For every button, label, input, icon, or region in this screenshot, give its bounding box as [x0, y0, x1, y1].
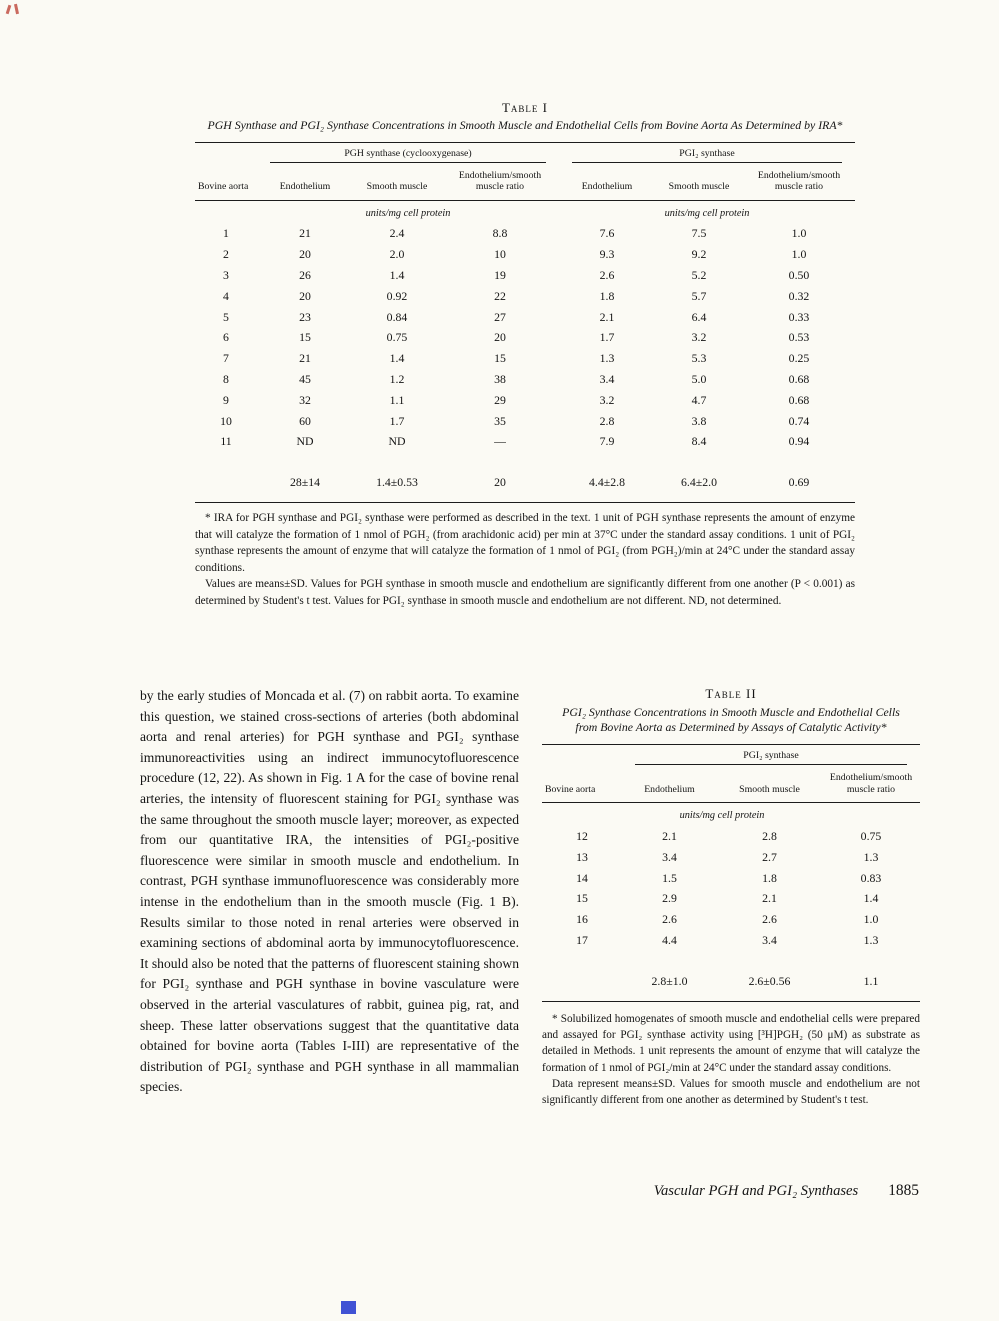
- empty-header-cell: [542, 745, 622, 766]
- scan-artifact-blue: [341, 1301, 356, 1314]
- table-row: [195, 286, 855, 307]
- table-cell: 16: [576, 912, 588, 927]
- page-footer: [654, 1182, 919, 1200]
- table-cell: 1.5: [662, 870, 677, 885]
- summary-row: [542, 951, 920, 1002]
- table-cell: 15: [494, 351, 506, 366]
- table-cell: 0.32: [788, 288, 810, 303]
- table-cell: 0.92: [386, 288, 408, 303]
- table-cell: 9.3: [599, 247, 615, 262]
- group-header-label: PGI₂ synthase: [572, 143, 842, 163]
- table-cell: 38: [494, 371, 506, 386]
- two-column-region: [140, 686, 920, 1109]
- group-header-label: PGI₂ synthase: [635, 745, 907, 765]
- column-header: Bovine aorta: [542, 765, 622, 803]
- table-cell: 0.50: [788, 268, 810, 283]
- column-header: Endothelium: [257, 163, 353, 201]
- table-cell: 2.7: [762, 849, 777, 864]
- group-header-cell: [559, 142, 855, 163]
- summary-cell: 4.4±2.8: [589, 475, 625, 490]
- table-cell: 17: [576, 932, 588, 947]
- group-header-row: [195, 142, 855, 163]
- page-number: 1885: [888, 1182, 919, 1199]
- table-2-caption: PGI₂ Synthase Concentrations in Smooth Muscle and Endothelial Cells from Bovine Aorta as Determined by Assays of Catalytic Activity*: [562, 705, 900, 734]
- table-cell: 26: [299, 268, 311, 283]
- table-cell: 4: [223, 288, 229, 303]
- units-row: [542, 803, 920, 827]
- table-cell: 2.6: [599, 268, 615, 283]
- table-cell: 1.0: [791, 247, 807, 262]
- right-column: [542, 686, 920, 1109]
- table-cell: 12: [576, 829, 588, 844]
- table-cell: 0.75: [386, 330, 408, 345]
- table-cell: 0.53: [788, 330, 810, 345]
- table-cell: 3: [223, 268, 229, 283]
- table-cell: 21: [299, 226, 311, 241]
- table-row: [195, 224, 855, 245]
- table-2-body: [542, 826, 920, 951]
- table-cell: 10: [494, 247, 506, 262]
- table-cell: 3.4: [599, 371, 615, 386]
- table-cell: 11: [220, 434, 232, 449]
- table-cell: 0.25: [788, 351, 810, 366]
- table-cell: 0.68: [788, 371, 810, 386]
- table-cell: 2.4: [389, 226, 405, 241]
- table-cell: 7: [223, 351, 229, 366]
- table-1-footnotes: [195, 510, 855, 609]
- summary-cell: 20: [494, 475, 506, 490]
- table-cell: 22: [494, 288, 506, 303]
- table-cell: 1.7: [599, 330, 615, 345]
- units-label: units/mg cell protein: [664, 207, 750, 219]
- group-header-cell: [622, 745, 920, 766]
- column-header: Endothelium/smooth muscle ratio: [743, 163, 855, 201]
- table-cell: 6.4: [691, 309, 707, 324]
- table-cell: 0.94: [788, 434, 810, 449]
- table-cell: 4.4: [662, 932, 677, 947]
- table-cell: 5.2: [691, 268, 707, 283]
- table-cell: 32: [299, 392, 311, 407]
- table-cell: 2.9: [662, 891, 677, 906]
- table-cell: 8.4: [691, 434, 707, 449]
- table-cell: 2.0: [389, 247, 405, 262]
- table-2: [542, 744, 920, 1002]
- table-cell: 8: [223, 371, 229, 386]
- table-cell: 3.2: [599, 392, 615, 407]
- table-cell: 3.2: [691, 330, 707, 345]
- footnote: * Solubilized homogenates of smooth muscle and endothelial cells were prepared and assayed for PGI₂ synthase activity using [³H]PGH₂ (50 μM) as substrate as detailed in Methods. 1 unit represents the amount of enzyme that will catalyze the formation of 1 nmol of PGI₂/min at 24°C under the standard assay conditions.: [542, 1012, 920, 1074]
- table-1-head: [195, 142, 855, 224]
- table-cell: 2.6: [662, 912, 677, 927]
- table-cell: 1.8: [599, 288, 615, 303]
- table-cell: 5.3: [691, 351, 707, 366]
- column-header: Smooth muscle: [717, 765, 822, 803]
- table-cell: 3.4: [762, 932, 777, 947]
- table-cell: 45: [299, 371, 311, 386]
- table-cell: 29: [494, 392, 506, 407]
- summary-cell: 0.69: [788, 475, 810, 490]
- column-header-row: [195, 163, 855, 201]
- table-1-section: [195, 100, 855, 609]
- table-cell: 0.84: [386, 309, 408, 324]
- table-1: [195, 142, 855, 504]
- table-cell: 1.3: [863, 849, 879, 864]
- table-1-foot: [195, 452, 855, 503]
- table-cell: 1.3: [599, 351, 615, 366]
- units-label: units/mg cell protein: [365, 207, 451, 219]
- table-cell: 23: [299, 309, 311, 324]
- table-cell: 7.6: [599, 226, 615, 241]
- table-cell: 2: [223, 247, 229, 262]
- table-cell: ND: [296, 434, 314, 449]
- table-2-head: [542, 745, 920, 827]
- empty-cell: [195, 200, 257, 224]
- table-row: [542, 847, 920, 868]
- table-cell: 5: [223, 309, 229, 324]
- footnote: Data represent means±SD. Values for smooth muscle and endothelium are not significantly different from one another as determined by Student's t test.: [542, 1078, 920, 1107]
- column-header: Endothelium: [622, 765, 717, 803]
- table-cell: 5.7: [691, 288, 707, 303]
- table-2-footnotes: [542, 1011, 920, 1109]
- column-header: Endothelium/smooth muscle ratio: [441, 163, 559, 201]
- empty-header-cell: [195, 142, 257, 163]
- footnote: Values are means±SD. Values for PGH synthase in smooth muscle and endothelium are significantly different from one another (P < 0.001) as determined by Student's t test. Values for PGI₂ synthase in smooth muscle and endothelium are not different. ND, not determined.: [195, 578, 855, 607]
- table-cell: 0.75: [860, 829, 882, 844]
- table-2-label: Table II: [705, 686, 757, 701]
- running-title: Vascular PGH and PGI₂ Synthases: [653, 1183, 859, 1199]
- table-row: [542, 930, 920, 951]
- table-row: [195, 244, 855, 265]
- table-cell: 3.8: [691, 413, 707, 428]
- table-cell: —: [494, 434, 506, 449]
- table-cell: 2.1: [599, 309, 615, 324]
- table-cell: 1.3: [863, 932, 879, 947]
- table-cell: 20: [494, 330, 506, 345]
- table-cell: 2.1: [762, 891, 777, 906]
- summary-cell: 6.4±2.0: [681, 475, 717, 490]
- table-cell: 1.1: [389, 392, 405, 407]
- table-cell: 60: [299, 413, 311, 428]
- table-row: [195, 369, 855, 390]
- table-1-body: [195, 224, 855, 453]
- table-cell: 35: [494, 413, 506, 428]
- table-cell: 21: [299, 351, 311, 366]
- table-cell: 0.83: [860, 870, 882, 885]
- empty-cell: [822, 803, 920, 827]
- table-cell: 27: [494, 309, 506, 324]
- table-cell: 0.68: [788, 392, 810, 407]
- table-row: [542, 826, 920, 847]
- table-cell: 14: [576, 870, 588, 885]
- column-header: Bovine aorta: [195, 163, 257, 201]
- table-2-foot: [542, 951, 920, 1002]
- table-cell: 20: [299, 288, 311, 303]
- body-paragraph: by the early studies of Moncada et al. (7) on rabbit aorta. To examine this question, we stained cross-sections of arteries (both abdominal aorta and renal arteries) for PGH synthase and PGI₂ synthase immunoreactivities using an indirect immunocytofluorescence procedure (12, 22). As shown in Fig. 1 A for the case of bovine renal arteries, the intensity of fluorescent staining for PGI₂ synthase was the same throughout the smooth muscle layer; moreover, as expected from our quantitative IRA, the intensities of PGI₂-positive fluorescence were similar in smooth muscle and endothelium. In contrast, PGH synthase immunofluorescence was considerably more intense in the endothelium than in the smooth muscle (Fig. 1 B). Results similar to those noted in renal arteries were observed in examining sections of abdominal aorta by immunocytofluorescence. It should also be noted that the patterns of fluorescent staining shown for PGI₂ synthase and PGH synthase in bovine vasculature were observed in the arterial vasculatures of rabbit, guinea pig, rat, and sheep. These latter observations suggest that the quantitative data obtained for bovine aorta (Tables I-III) are representative of the distribution of PGI₂ synthase and PGH synthase in all mammalian species.: [140, 688, 519, 1095]
- table-cell: 13: [576, 849, 588, 864]
- column-header-row: [542, 765, 920, 803]
- summary-cell: 1.4±0.53: [376, 475, 418, 490]
- table-row: [195, 265, 855, 286]
- group-header-row: [542, 745, 920, 766]
- units-row: [195, 200, 855, 224]
- table-cell: 0.74: [788, 413, 810, 428]
- column-header: Endothelium/smooth muscle ratio: [822, 765, 920, 803]
- table-cell: ND: [388, 434, 406, 449]
- table-cell: 15: [299, 330, 311, 345]
- empty-cell: [542, 803, 622, 827]
- table-cell: 1.0: [791, 226, 807, 241]
- table-cell: 2.6: [762, 912, 777, 927]
- table-cell: 3.4: [662, 849, 677, 864]
- group-header-label: PGH synthase (cyclooxygenase): [270, 143, 546, 163]
- table-cell: 2.1: [662, 829, 677, 844]
- table-cell: 1.4: [389, 351, 405, 366]
- table-cell: 19: [494, 268, 506, 283]
- table-cell: 1.4: [389, 268, 405, 283]
- units-label: units/mg cell protein: [679, 810, 765, 822]
- table-row: [195, 431, 855, 452]
- table-cell: 7.5: [691, 226, 707, 241]
- table-cell: 1: [223, 226, 229, 241]
- table-cell: 0.33: [788, 309, 810, 324]
- table-1-label: Table I: [501, 100, 549, 115]
- table-cell: 1.4: [863, 891, 879, 906]
- table-cell: 8.8: [492, 226, 508, 241]
- table-row: [195, 390, 855, 411]
- table-cell: 9: [223, 392, 229, 407]
- table-cell: 2.8: [762, 829, 777, 844]
- summary-cell: 2.6±0.56: [748, 973, 791, 988]
- table-row: [195, 411, 855, 432]
- summary-cell: 28±14: [289, 475, 321, 490]
- table-row: [195, 328, 855, 349]
- table-row: [195, 348, 855, 369]
- footnote: * IRA for PGH synthase and PGI₂ synthase were performed as described in the text. 1 unit of PGH synthase represents the amount of enzyme that will catalyze the formation of 1 nmol of PGH₂ (from arachidonic acid) per min at 37°C under the standard assay conditions. 1 unit of PGI₂ synthase represents the amount of enzyme that will catalyze the formation of 1 nmol of PGI₂ (from PGH₂)/min at 24°C under the standard assay conditions.: [195, 512, 855, 574]
- table-cell: 7.9: [599, 434, 615, 449]
- table-row: [195, 307, 855, 328]
- summary-cell: 1.1: [863, 973, 879, 988]
- table-cell: 1.2: [389, 371, 405, 386]
- column-header: Smooth muscle: [655, 163, 743, 201]
- table-cell: 1.0: [863, 912, 879, 927]
- table-cell: 2.8: [599, 413, 615, 428]
- table-cell: 15: [576, 891, 588, 906]
- group-header-cell: [257, 142, 559, 163]
- table-row: [542, 868, 920, 889]
- table-cell: 1.7: [389, 413, 405, 428]
- table-row: [542, 889, 920, 910]
- column-header: Smooth muscle: [353, 163, 441, 201]
- summary-row: [195, 452, 855, 503]
- table-cell: 4.7: [691, 392, 707, 407]
- table-cell: 5.0: [691, 371, 707, 386]
- table-cell: 20: [299, 247, 311, 262]
- table-cell: 9.2: [691, 247, 707, 262]
- summary-cell: [195, 452, 257, 503]
- table-2-section: [542, 686, 920, 1109]
- left-column: [140, 686, 519, 1109]
- column-header: Endothelium: [559, 163, 655, 201]
- summary-cell: 2.8±1.0: [651, 973, 688, 988]
- scan-artifact-red: [7, 2, 33, 16]
- table-cell: 10: [220, 413, 232, 428]
- table-1-caption: PGH Synthase and PGI₂ Synthase Concentrations in Smooth Muscle and Endothelial Cells from Bovine Aorta As Determined by IRA*: [207, 118, 843, 132]
- summary-cell: [542, 951, 622, 1002]
- table-row: [542, 909, 920, 930]
- table-cell: 6: [223, 330, 229, 345]
- table-cell: 1.8: [762, 870, 777, 885]
